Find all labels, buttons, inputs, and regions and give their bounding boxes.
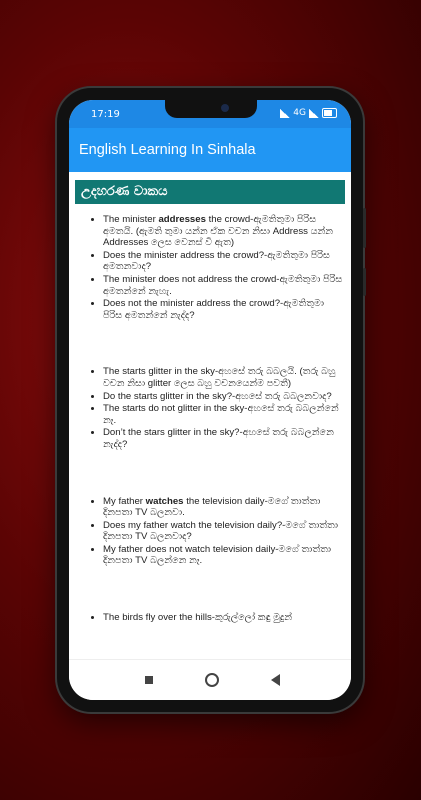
sentence-text: The birds fly over the hills-කුරුල්ලෝ කඳු මුදුන් bbox=[103, 612, 293, 624]
group-spacer bbox=[69, 568, 351, 602]
sentence-keyword: addresses bbox=[158, 214, 206, 225]
signal-icon bbox=[309, 109, 319, 118]
wifi-icon bbox=[280, 109, 290, 118]
example-group bbox=[69, 496, 351, 568]
example-group bbox=[69, 612, 351, 624]
network-type: 4G bbox=[293, 108, 306, 118]
sentence-keyword: watches bbox=[145, 495, 184, 507]
status-icons bbox=[280, 108, 337, 118]
phone-frame bbox=[57, 88, 363, 712]
status-time: 17:19 bbox=[91, 109, 120, 120]
example-sentence bbox=[103, 250, 343, 273]
content-scroll[interactable] bbox=[69, 172, 351, 660]
example-group bbox=[69, 366, 351, 450]
example-sentence bbox=[103, 391, 343, 403]
sentence-text: Do the starts glitter in the sky?-අහසේ තරු බබලනවාද? bbox=[103, 390, 332, 402]
front-camera-icon bbox=[221, 104, 229, 112]
example-sentence bbox=[103, 520, 343, 543]
example-sentence bbox=[103, 366, 343, 389]
example-sentence bbox=[103, 427, 343, 450]
back-icon[interactable] bbox=[271, 674, 280, 686]
example-sentence bbox=[103, 403, 343, 426]
sentence-text-rest: the crowd-ඇමතිතුමා පිරිස අමතයි. (ඇමති තුමා යන්න ඒක වචන නිසා Address යන්න Addresses ලෙස වෙනස් වී ඇත) bbox=[103, 214, 334, 249]
example-sentence bbox=[103, 496, 343, 519]
status-bar bbox=[69, 100, 351, 128]
sentence-text: The starts glitter in the sky-අහසේ තරු බබලයි. (තරු බහු වචන නිසා glitter ලෙස බහු වචනයෙන්ම පවතී) bbox=[103, 366, 336, 389]
home-icon[interactable] bbox=[205, 673, 219, 687]
group-spacer bbox=[69, 322, 351, 356]
group-spacer bbox=[69, 452, 351, 486]
sentence-text: My father does not watch television daily-මගේ තාත්තා දිනපතා TV බලන්නෙ නෑ. bbox=[103, 543, 332, 567]
example-sentence bbox=[103, 214, 343, 249]
example-sentence bbox=[103, 298, 343, 321]
example-list bbox=[69, 214, 351, 624]
example-sentence bbox=[103, 612, 343, 624]
sentence-text: My father bbox=[103, 495, 146, 507]
recent-apps-icon[interactable] bbox=[145, 676, 153, 684]
sentence-text: The minister does not address the crowd-ඇමතිතුමා පිරිස අමතන්නේ නැහැ. bbox=[103, 273, 343, 297]
notch bbox=[165, 100, 257, 118]
sentence-text: The minister bbox=[103, 214, 159, 225]
power-button bbox=[363, 268, 366, 296]
sentence-text: Does my father watch the television daily?-මගේ තාත්තා දිනපතා TV බලනවාද? bbox=[103, 519, 339, 543]
app-bar bbox=[69, 128, 351, 172]
nav-bar bbox=[69, 659, 351, 700]
app-title: English Learning In Sinhala bbox=[79, 142, 256, 158]
example-sentence bbox=[103, 274, 343, 297]
example-group bbox=[69, 214, 351, 321]
screen bbox=[69, 100, 351, 700]
sentence-text-rest: the television daily-මගේ තාත්තා දිනපතා TV බලනවා. bbox=[103, 495, 321, 519]
sentence-text: Don’t the stars glitter in the sky?-අහසේ තරු බබලන්නෙ නැද්ද? bbox=[103, 427, 334, 450]
sentence-text: Does the minister address the crowd?-ඇමතිතුමා පිරිස අමතනවාද? bbox=[103, 249, 330, 273]
section-title: උදහරණ වාකය bbox=[75, 180, 345, 204]
example-sentence bbox=[103, 544, 343, 567]
volume-button bbox=[363, 208, 366, 248]
battery-icon bbox=[322, 108, 337, 118]
sentence-text: Does not the minister address the crowd?-ඇමතිතුමා පිරිස අමතන්නේ නැද්ද? bbox=[103, 298, 325, 321]
sentence-text: The starts do not glitter in the sky-අහසේ තරු බබලන්නේ නෑ. bbox=[103, 403, 339, 426]
